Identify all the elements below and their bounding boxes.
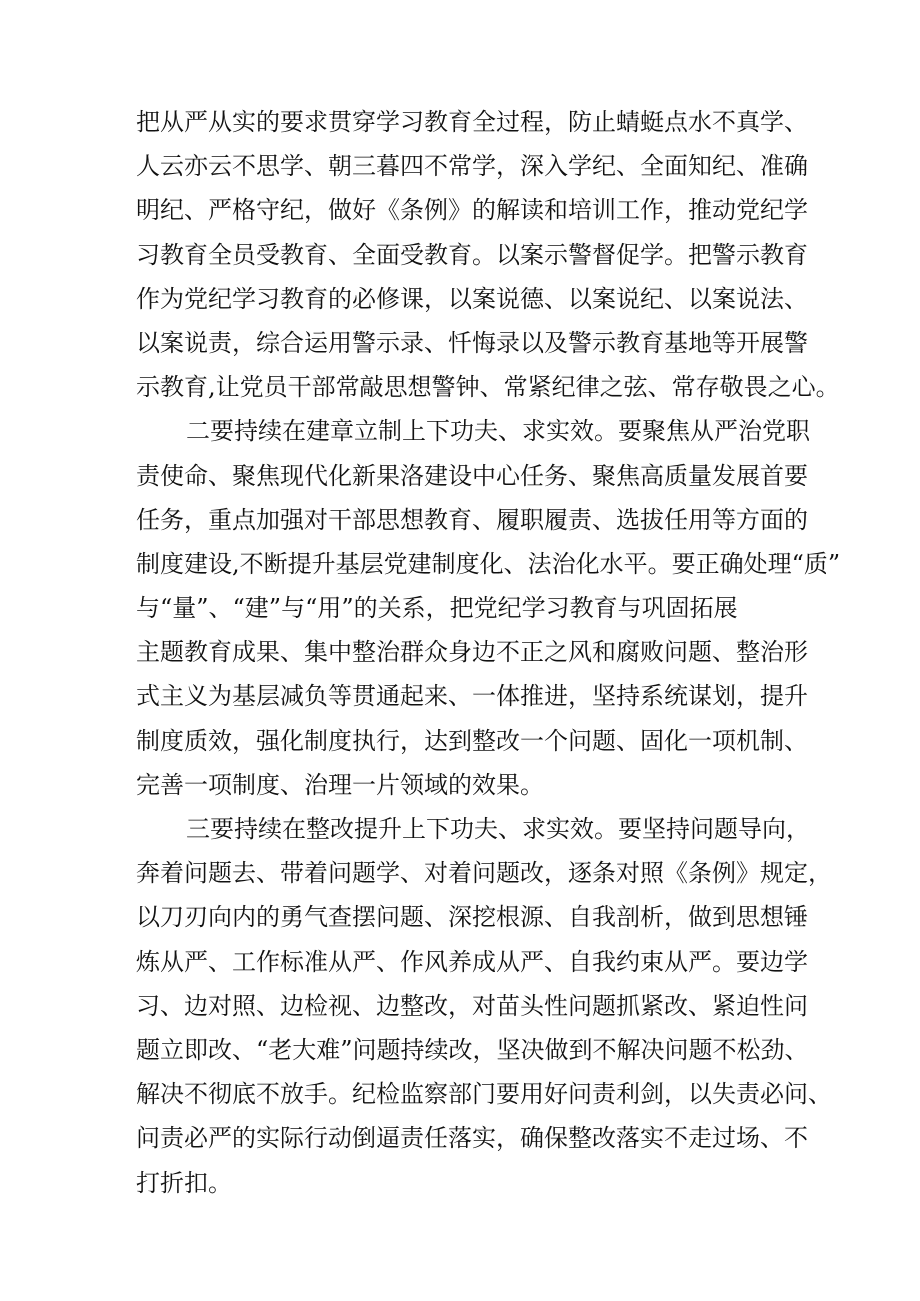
text-line: 习、边对照、边检视、边整改，对苗头性问题抓紧改、紧迫性问 (136, 991, 808, 1020)
text-line: 炼从严、工作标准从严、作风养成从严、自我约束从严。要边学 (136, 947, 808, 976)
text-line: 习教育全员受教育、全面受教育。以案示警督促学。把警示教育 (136, 240, 808, 269)
text-line: 以案说责，综合运用警示录、忏悔录以及警示教育基地等开展警 (136, 328, 808, 357)
text-line: 责使命、聚焦现代化新果洛建设中心任务、聚焦高质量发展首要 (136, 461, 808, 490)
text-line: 与“量”、“建”与“用”的关系，把党纪学习教育与巩固拓展 (136, 594, 738, 623)
text-line: 以刀刃向内的勇气查摆问题、深挖根源、自我剖析，做到思想锤 (136, 903, 808, 932)
body-text (136, 100, 841, 1205)
text-line: 二要持续在建章立制上下功夫、求实效。要聚焦从严治党职 (186, 417, 810, 446)
text-line: 完善一项制度、治理一片领域的效果。 (136, 770, 544, 799)
text-line: 式主义为基层减负等贯通起来、一体推进，坚持系统谋划，提升 (136, 682, 808, 711)
text-line: 题立即改、“老大难”问题持续改，坚决做到不解决问题不松劲、 (136, 1035, 809, 1064)
text-line: 示教育,让党员干部常敲思想警钟、常紧纪律之弦、常存敬畏之心。 (136, 373, 840, 402)
paragraph-1 (136, 100, 840, 409)
paragraph-3 (136, 807, 832, 1205)
text-line: 主题教育成果、集中整治群众身边不正之风和腐败问题、整治形 (136, 638, 808, 667)
text-line: 人云亦云不思学、朝三暮四不常学，深入学纪、全面知纪、准确 (136, 152, 808, 181)
text-line: 制度建设,不断提升基层党建制度化、法治化水平。要正确处理“质” (136, 549, 841, 578)
text-line: 把从严从实的要求贯穿学习教育全过程，防止蜻蜓点水不真学、 (136, 108, 808, 136)
text-line: 打折扣。 (136, 1168, 232, 1197)
text-line: 制度质效，强化制度执行，达到整改一个问题、固化一项机制、 (136, 726, 808, 755)
text-line: 三要持续在整改提升上下功夫、求实效。要坚持问题导向， (186, 815, 810, 843)
text-line: 问责必严的实际行动倒逼责任落实，确保整改落实不走过场、不 (136, 1124, 808, 1153)
text-line: 作为党纪学习教育的必修课，以案说德、以案说纪、以案说法、 (136, 284, 808, 313)
text-line: 任务，重点加强对干部思想教育、履职履责、选拔任用等方面的 (136, 505, 808, 534)
paragraph-2 (136, 409, 841, 807)
text-line: 解决不彻底不放手。纪检监察部门要用好问责利剑，以失责必问、 (136, 1080, 832, 1109)
text-line: 明纪、严格守纪，做好《条例》的解读和培训工作，推动党纪学 (136, 196, 808, 225)
text-line: 奔着问题去、带着问题学、对着问题改，逐条对照《条例》规定， (136, 859, 832, 888)
